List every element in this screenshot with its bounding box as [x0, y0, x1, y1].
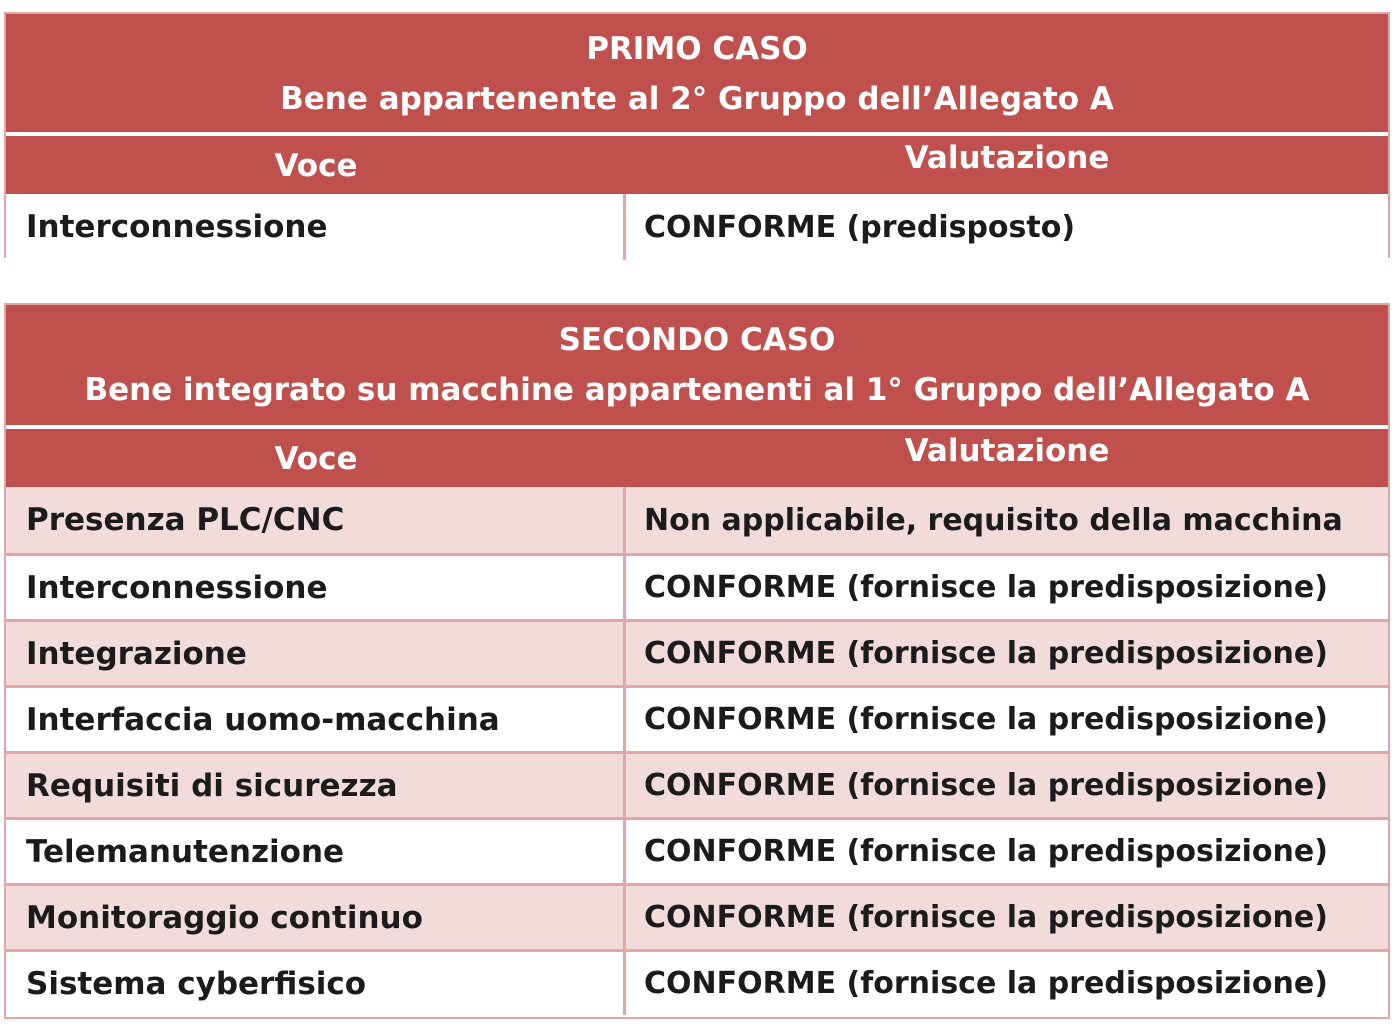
cell-valutazione	[626, 487, 1388, 553]
column-header-valutazione: Valutazione	[904, 140, 1110, 176]
cell-valutazione	[626, 754, 1388, 817]
cell-voce: Interconnessione	[6, 556, 626, 619]
cell-valutazione-text: CONFORME (fornisce la predisposizione)	[644, 768, 1328, 803]
cell-valutazione	[626, 622, 1388, 685]
column-header-voce: Voce	[274, 148, 358, 184]
cell-valutazione-text: CONFORME (predisposto)	[644, 209, 1076, 245]
table-row	[6, 685, 1388, 751]
cell-valutazione	[626, 886, 1388, 949]
cell-valutazione	[626, 688, 1388, 751]
cell-valutazione-text: CONFORME (fornisce la predisposizione)	[644, 570, 1328, 605]
cell-valutazione	[626, 952, 1388, 1015]
cell-voce: Interfaccia uomo-macchina	[6, 688, 626, 751]
cell-valutazione-text: CONFORME (fornisce la predisposizione)	[644, 702, 1328, 737]
column-header-voce: Voce	[274, 441, 358, 477]
cell-voce: Requisiti di sicurezza	[6, 754, 626, 817]
cell-valutazione	[626, 820, 1388, 883]
cell-voce: Interconnessione	[6, 194, 626, 260]
cell-voce: Monitoraggio continuo	[6, 886, 626, 949]
cell-valutazione	[626, 194, 1388, 260]
cell-voce: Presenza PLC/CNC	[6, 487, 626, 553]
cell-voce: Integrazione	[6, 622, 626, 685]
table-primo-caso	[4, 12, 1390, 258]
table-row	[6, 883, 1388, 949]
table-title	[6, 14, 1388, 136]
table-title-line2: Bene appartenente al 2° Gruppo dell’Allegato A	[280, 81, 1114, 117]
table-header-row	[6, 136, 1388, 194]
table-row	[6, 949, 1388, 1015]
table-title-line1: SECONDO CASO	[558, 322, 836, 358]
column-header-valutazione: Valutazione	[904, 433, 1110, 469]
table-title	[6, 305, 1388, 429]
cell-valutazione-text: CONFORME (fornisce la predisposizione)	[644, 834, 1328, 869]
cell-valutazione-text: CONFORME (fornisce la predisposizione)	[644, 636, 1328, 671]
table-row	[6, 194, 1388, 260]
cell-valutazione-text: CONFORME (fornisce la predisposizione)	[644, 966, 1328, 1001]
cell-valutazione-text: CONFORME (fornisce la predisposizione)	[644, 900, 1328, 935]
table-row	[6, 751, 1388, 817]
table-secondo-caso	[4, 303, 1390, 1019]
table-row	[6, 817, 1388, 883]
table-title-line1: PRIMO CASO	[586, 31, 808, 67]
cell-voce: Sistema cyberfisico	[6, 952, 626, 1015]
table-header-row	[6, 429, 1388, 487]
table-row	[6, 487, 1388, 553]
table-row	[6, 619, 1388, 685]
cell-valutazione	[626, 556, 1388, 619]
table-row	[6, 553, 1388, 619]
cell-valutazione-text: Non applicabile, requisito della macchina	[644, 502, 1343, 538]
cell-voce: Telemanutenzione	[6, 820, 626, 883]
table-title-line2: Bene integrato su macchine appartenenti al 1° Gruppo dell’Allegato A	[84, 372, 1310, 408]
